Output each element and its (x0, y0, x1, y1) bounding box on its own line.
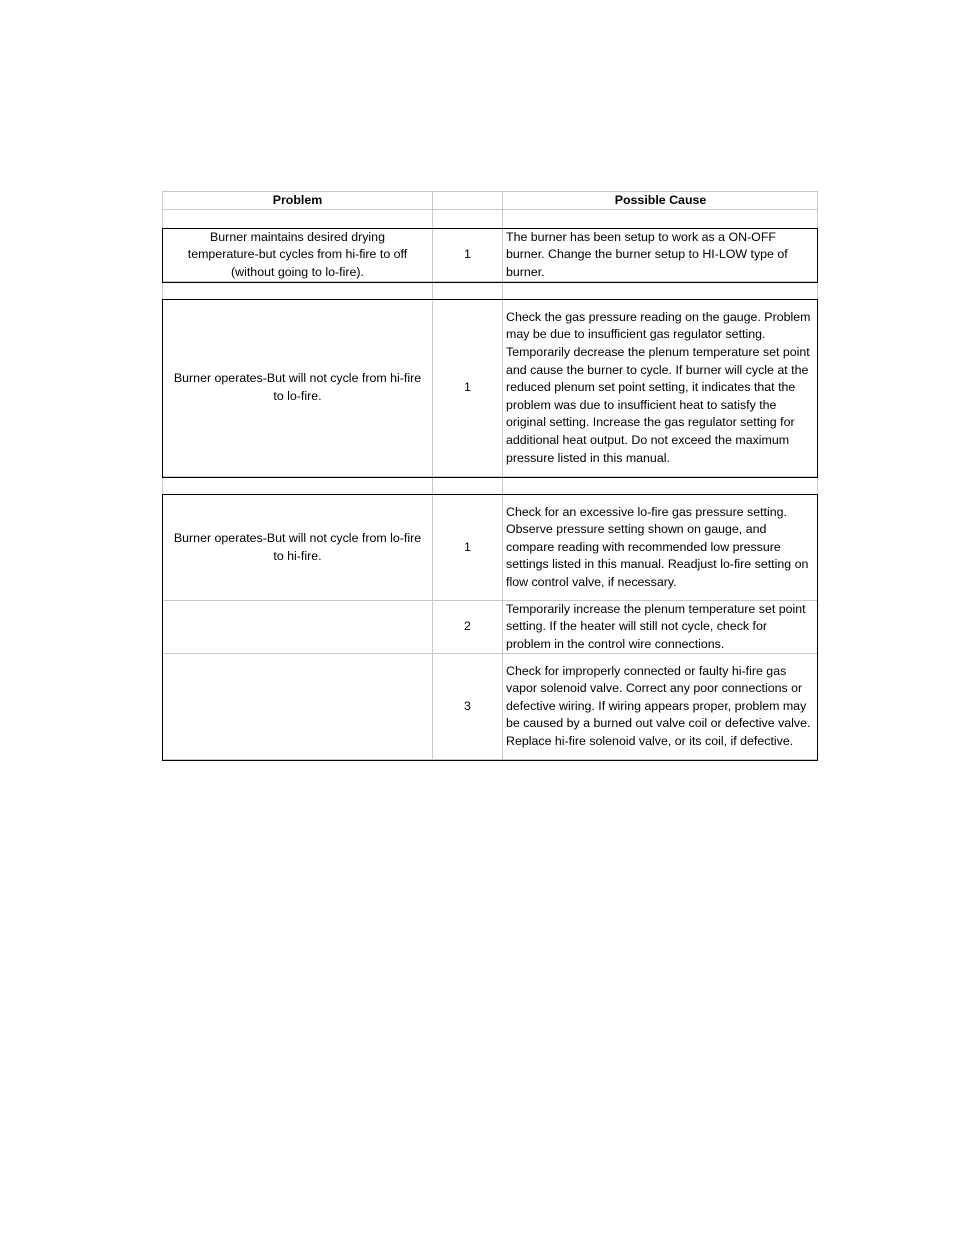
cause-number: 1 (433, 300, 503, 477)
spacer-cell (503, 210, 818, 229)
spacer-row (162, 477, 818, 495)
cause-number: 1 (433, 229, 503, 282)
table-row (162, 601, 818, 654)
problem-cell-empty (162, 654, 433, 760)
cause-cell (503, 300, 818, 477)
table-row (162, 495, 818, 601)
problem-cell: Burner operates-But will not cycle from hi-fire to lo-fire. (162, 300, 433, 477)
spacer-row (162, 210, 818, 229)
cause-cell (503, 654, 818, 760)
table-header-row (162, 191, 818, 210)
header-number (433, 191, 503, 210)
spacer-cell (433, 210, 503, 229)
header-possible-cause: Possible Cause (503, 191, 818, 210)
spacer-cell (433, 282, 503, 300)
table-row (162, 654, 818, 760)
spacer-cell (503, 282, 818, 300)
spacer-cell (503, 477, 818, 495)
cause-text: Check for improperly connected or faulty hi-fire gas vapor solenoid valve. Correct any poor connections or defective wiring. If wiring appears proper, problem may be caused by a burned out valve coil or defective valve. Replace hi-fire solenoid valve, or its coil, if defective. (506, 663, 811, 748)
cause-cell (503, 601, 818, 654)
cause-text: Check for an excessive lo-fire gas pressure setting. Observe pressure setting shown on gauge, and compare reading with recommended low pressure settings listed in this manual. Readjust lo-fire setting on flow control valve, if necessary. (506, 504, 809, 589)
problem-cell-empty (162, 601, 433, 654)
spacer-cell (162, 282, 433, 300)
header-problem: Problem (162, 191, 433, 210)
cause-cell (503, 229, 818, 282)
problem-cell: Burner maintains desired drying temperature-but cycles from hi-fire to off (without going to lo-fire). (162, 229, 433, 282)
table-row (162, 229, 818, 282)
cause-cell (503, 495, 818, 601)
cause-number: 2 (433, 601, 503, 654)
table-row (162, 300, 818, 477)
cause-number: 1 (433, 495, 503, 601)
cause-text: The burner has been setup to work as a ON-OFF burner. Change the burner setup to HI-LOW type of burner. (506, 229, 788, 279)
spacer-cell (433, 477, 503, 495)
spacer-cell (162, 210, 433, 229)
spacer-cell (162, 477, 433, 495)
problem-cell: Burner operates-But will not cycle from lo-fire to hi-fire. (162, 495, 433, 601)
cause-text: Temporarily increase the plenum temperature set point setting. If the heater will still not cycle, check for problem in the control wire connections. (506, 601, 806, 651)
cause-text: Check the gas pressure reading on the gauge. Problem may be due to insufficient gas regulator setting. Temporarily decrease the plenum temperature set point and cause the burner to cycle. If burner will cycle at the reduced plenum set point setting, it indicates that the problem was due to insufficient heat to satisfy the original setting. Increase the gas regulator setting for additional heat output. Do not exceed the maximum pressure listed in this manual. (506, 309, 811, 465)
spacer-row (162, 282, 818, 300)
troubleshooting-table (162, 191, 818, 760)
cause-number: 3 (433, 654, 503, 760)
